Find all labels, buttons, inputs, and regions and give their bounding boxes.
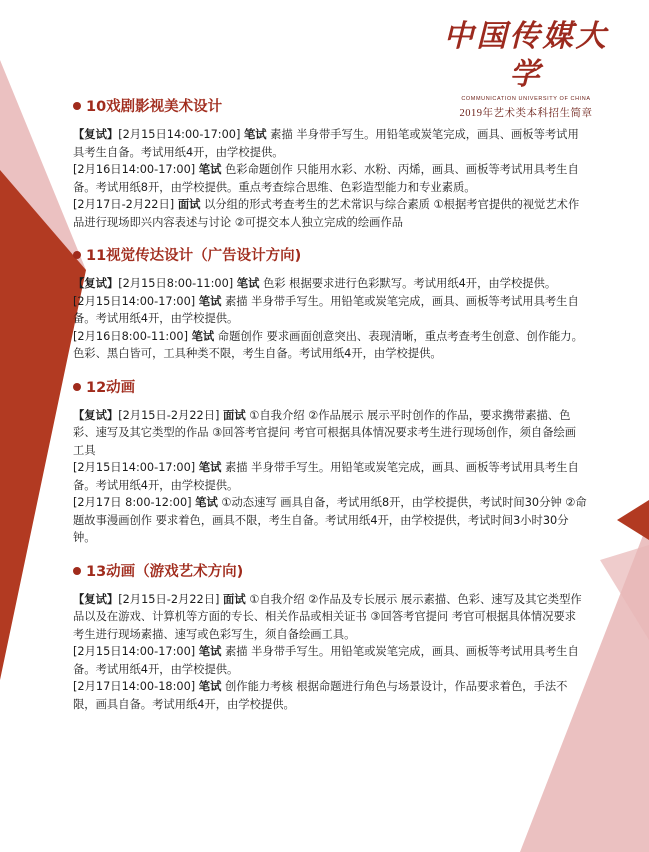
exam-description: ①自我介绍 ②作品展示 展示平时创作的作品，要求携带素描、色彩、速写及其它类型的作品 ③回答考官提问 考官可根据具体情况要求考生进行现场创作，须自备绘画工具 [73,408,577,457]
major-section [73,561,587,714]
major-section [73,96,587,245]
exam-time: [2月15日8:00-11:00] [118,277,234,290]
exam-type: 笔试 [243,128,267,141]
exam-type: 笔试 [236,277,260,290]
exam-item [73,126,587,161]
bullet-icon [73,383,81,391]
exam-item [73,293,587,328]
exam-description: 素描 半身带手写生。用铅笔或炭笔完成，画具、画板等考试用具考生自备。考试用纸4开，由学校提供。 [73,128,579,159]
exam-time: [2月15日14:00-17:00] [118,128,241,141]
exam-time: [2月15日14:00-17:00] [73,461,196,474]
exam-item [73,591,587,644]
exam-description: 色彩 根据要求进行色彩默写。考试用纸4开，由学校提供。 [262,277,557,290]
exam-time: [2月16日14:00-17:00] [73,163,196,176]
exam-type: 笔试 [198,461,222,474]
exam-round-tag: 【复试】 [73,128,119,141]
logo-chinese-name: 中国传媒大学 [443,19,609,92]
exam-description: ①自我介绍 ②作品及专长展示 展示素描、色彩、速写及其它类型作品以及在游戏、计算机等方面的专长、相关作品或相关证书 ③回答考官提问 考官可根据具体情况要求考生进行现场素描、速写或色彩写生，须自备绘画工具。 [73,592,582,641]
exam-type: 笔试 [191,329,215,343]
section-gap [73,363,587,377]
exam-item [73,407,587,460]
exam-type: 笔试 [198,294,222,308]
exam-item [73,678,587,713]
section-title [73,561,587,583]
section-gap [73,547,587,561]
main-content [73,96,587,713]
exam-type: 笔试 [198,645,222,658]
exam-round-tag: 【复试】 [73,408,119,422]
exam-time: [2月15日14:00-17:00] [73,645,196,658]
section-title [73,245,587,267]
section-title-text: 12动画 [86,379,136,396]
exam-time: [2月17日-2月22日] [73,198,175,211]
exam-type: 面试 [177,198,201,211]
exam-time: [2月15日-2月22日] [118,592,220,606]
exam-type: 笔试 [198,680,222,693]
section-gap [73,231,587,245]
section-title [73,96,587,118]
exam-description: 命题创作 要求画面创意突出、表现清晰，重点考查考生创意、创作能力。色彩、黑白皆可，工具种类不限，考生自备。考试用纸4开，由学校提供。 [73,329,583,360]
exam-type: 面试 [223,408,246,422]
exam-description: 素描 半身带手写生。用铅笔或炭笔完成，画具、画板等考试用具考生自备。考试用纸4开，由学校提供。 [73,461,579,492]
exam-item [73,275,587,293]
exam-description: 素描 半身带手写生。用铅笔或炭笔完成，画具、画板等考试用具考生自备。考试用纸4开，由学校提供。 [73,294,579,325]
exam-description: 色彩命题创作 只能用水彩、水粉、丙烯，画具、画板等考试用具考生自备。考试用纸8开，由学校提供。重点考查综合思维、色彩造型能力和专业素质。 [73,163,579,194]
exam-round-tag: 【复试】 [73,277,119,290]
exam-type: 笔试 [198,163,222,176]
exam-description: 创作能力考核 根据命题进行角色与场景设计，作品要求着色，手法不限，画具自备。考试用纸4开，由学校提供。 [73,680,568,711]
bullet-icon [73,102,81,110]
exam-time: [2月17日14:00-18:00] [73,680,196,693]
exam-item [73,643,587,678]
brochure-subtitle: 2019年艺术类本科招生简章 [459,108,593,119]
section-title [73,377,587,399]
bullet-icon [73,251,81,259]
exam-item [73,196,587,231]
section-title-text: 10戏剧影视美术设计 [86,99,223,115]
exam-item [73,161,587,196]
exam-description: 以分组的形式考查考生的艺术常识与综合素质 ①根据考官提供的视觉艺术作品进行现场即兴内容表述与讨论 ②可提交本人独立完成的绘画作品 [73,198,580,229]
section-title-text: 11视觉传达设计（广告设计方向) [86,248,302,264]
exam-time: [2月15日14:00-17:00] [73,294,196,308]
exam-item [73,494,587,547]
major-section [73,245,587,377]
exam-item [73,328,587,363]
exam-time: [2月17日 8:00-12:00] [73,496,192,509]
deco-red-right-triangle [617,500,649,540]
bullet-icon [73,567,81,575]
exam-time: [2月16日8:00-11:00] [73,329,188,343]
major-section [73,377,587,561]
exam-description: 素描 半身带手写生。用铅笔或炭笔完成，画具、画板等考试用具考生自备。考试用纸4开，由学校提供。 [73,645,579,676]
exam-type: 面试 [223,592,246,606]
exam-item [73,459,587,494]
section-title-text: 13动画（游戏艺术方向) [86,563,244,580]
exam-round-tag: 【复试】 [73,592,119,606]
exam-time: [2月15日-2月22日] [118,408,220,422]
exam-type: 笔试 [195,496,218,509]
exam-description: ①动态速写 画具自备，考试用纸8开，由学校提供，考试时间30分钟 ②命题故事漫画创作 要求着色，画具不限，考生自备。考试用纸4开，由学校提供，考试时间3小时30分钟。 [73,496,587,544]
logo-english-name: COMMUNICATION UNIVERSITY OF CHINA [461,96,591,102]
